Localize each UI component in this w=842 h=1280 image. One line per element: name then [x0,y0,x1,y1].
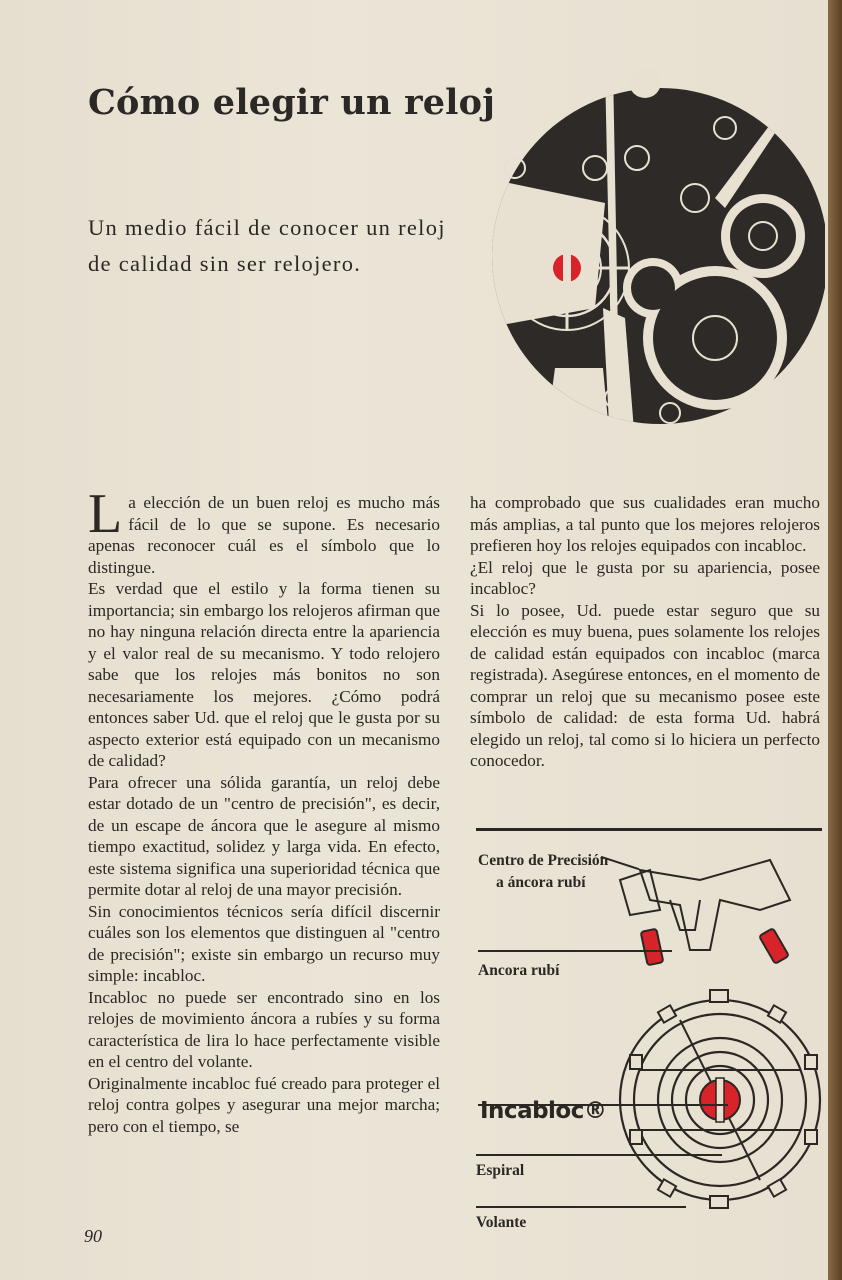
label-centro-de-precision: Centro de Precisión a áncora rubí [478,852,609,891]
article-left-column [88,483,440,1137]
paragraph: Originalmente incabloc fué creado para proteger el reloj contra golpes y asegurar una mejor marcha; pero con el tiempo, se [88,1073,440,1136]
page-subtitle: Un medio fácil de conocer un reloj de calidad sin ser relojero. [88,215,446,276]
label-ancora-rubi: Ancora rubí [478,962,560,979]
paragraph: ¿El reloj que le gusta por su apariencia, posee incabloc? [470,557,820,598]
paragraph: Incabloc no puede ser encontrado sino en los relojes de movimiento áncora a rubíes y su forma característica de lira lo hace perfectamente visible en el centro del volante. [88,987,440,1071]
label-volante: Volante [476,1214,527,1231]
leader-line-volante [476,1206,686,1208]
leader-line-ancora [478,950,672,952]
section-divider [476,828,822,831]
paragraph: Sin conocimientos técnicos sería difícil discernir cuáles son los elementos que distinguen al "centro de precisión"; existe sin embargo un recurso muy simple: incabloc. [88,901,440,985]
paragraph: Para ofrecer una sólida garantía, un reloj debe estar dotado de un "centro de precisión", es decir, de un escape de áncora que le asegure al mismo tiempo exactitud, solidez y larga vida. En efecto, este sistema significa una superioridad técnica que permite dotar al reloj de una mayor precisión. [88,772,440,899]
page-title: Cómo elegir un reloj [88,82,496,123]
leader-line-espiral [476,1154,722,1156]
article-right-column [470,492,820,772]
paragraph: Si lo posee, Ud. puede estar seguro que su elección es muy buena, pues solamente los relojes de calidad están equipados con incabloc (marca registrada). Asegúrese entonces, en el momento de comprar un reloj que su mecanismo posee este símbolo de calidad: de esta forma Ud. habrá elegido un reloj, tal como si lo hiciera un perfecto conocedor. [470,600,820,770]
label-espiral: Espiral [476,1162,525,1179]
label-incabloc-logo: Incabloc® [480,1098,607,1124]
paragraph-intro: La elección de un buen reloj es mucho más fácil de lo que se supone. Es necesario apenas reconocer cuál es el símbolo que lo distingue. [88,483,440,577]
book-spine-edge [828,0,842,1280]
dropcap: L [88,483,123,545]
paragraph: Es verdad que el estilo y la forma tienen su importancia; sin embargo los relojeros afirman que no hay ninguna relación directa entre la apariencia y el valor real de su mecanismo. Y todo relojero sabe que los relojes más bonitos no son necesariamente los mejores. ¿Cómo podrá entonces saber Ud. que el reloj que le gusta por su aspecto exterior está equipado con un mecanismo de calidad? [88,579,440,770]
watch-movement-illustration [485,68,825,443]
paragraph: ha comprobado que sus cualidades eran mucho más amplias, a tal punto que los mejores relojeros prefieren hoy los relojes equipados con incabloc. [470,493,820,555]
page-number: 90 [84,1226,102,1246]
